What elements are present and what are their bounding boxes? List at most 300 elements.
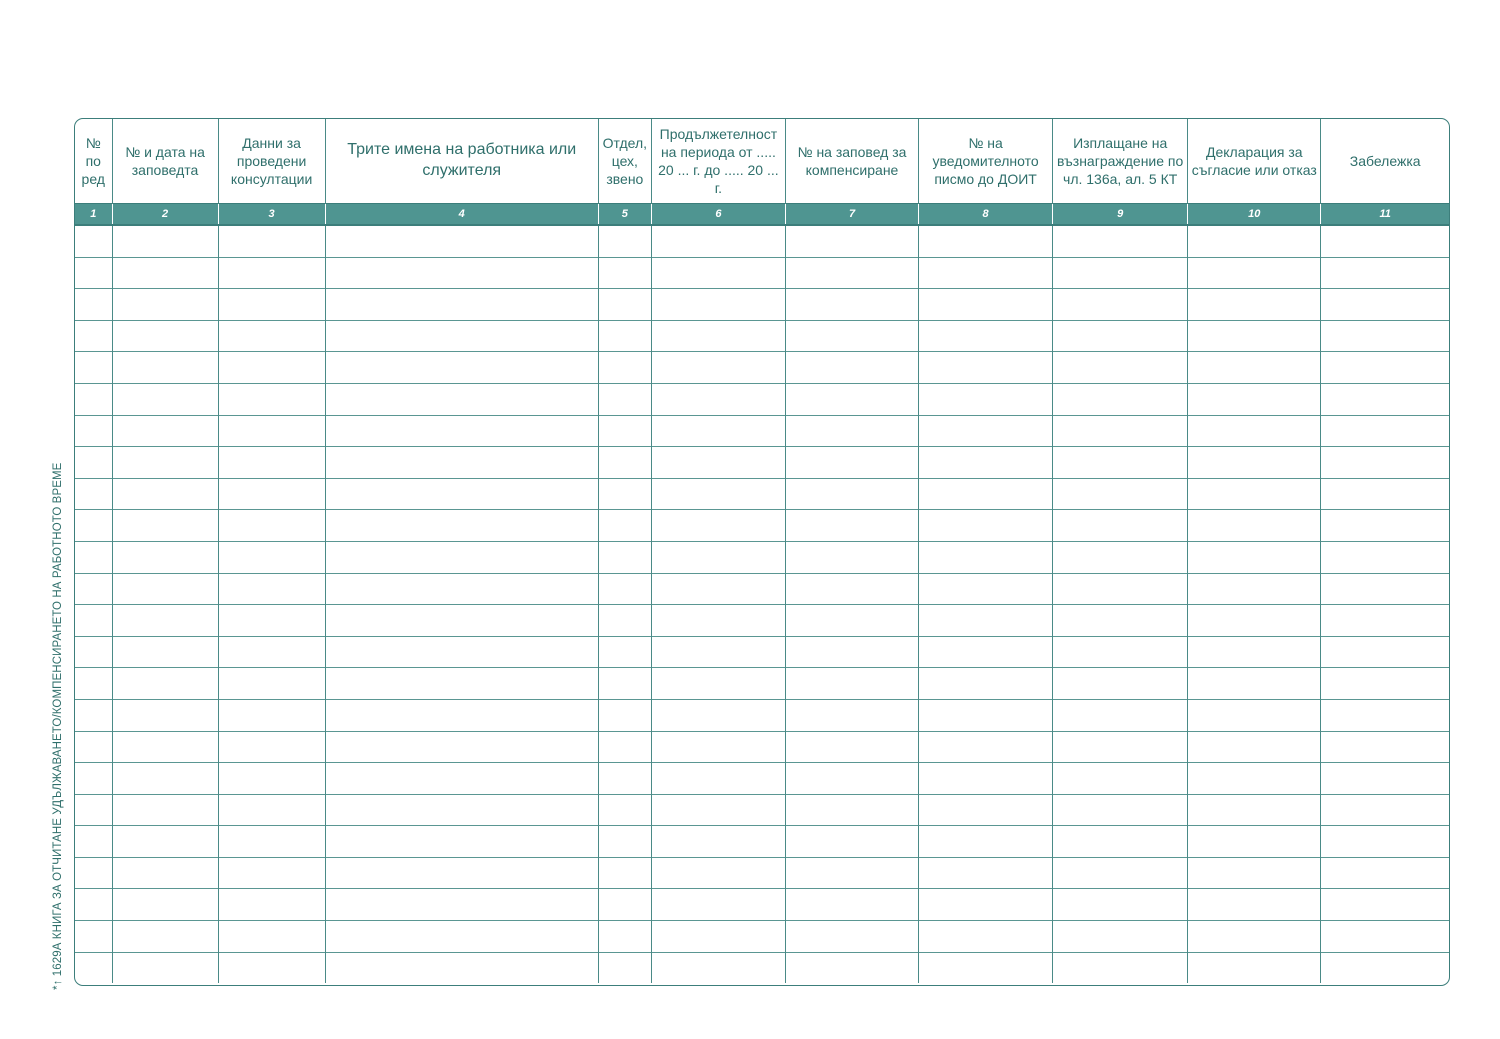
table-cell[interactable] <box>1053 573 1188 605</box>
table-cell[interactable] <box>598 383 651 415</box>
table-cell[interactable] <box>1053 289 1188 321</box>
table-cell[interactable] <box>1188 857 1321 889</box>
table-cell[interactable] <box>785 415 918 447</box>
table-cell[interactable] <box>325 699 598 731</box>
table-cell[interactable] <box>218 225 325 257</box>
form-side-note: *↑ 1629А КНИГА ЗА ОТЧИТАНЕ УДЪЛЖАВАНЕТО/КОМПЕНСИРАНЕТО НА РАБОТНОТО ВРЕМЕ <box>52 462 64 990</box>
table-cell[interactable] <box>325 921 598 953</box>
table-cell[interactable] <box>651 415 785 447</box>
table-cell[interactable] <box>919 857 1053 889</box>
table-cell[interactable] <box>919 478 1053 510</box>
table-cell[interactable] <box>1188 320 1321 352</box>
table-cell[interactable] <box>919 952 1053 983</box>
table-cell[interactable] <box>1053 921 1188 953</box>
table-cell[interactable] <box>75 478 112 510</box>
table-cell[interactable] <box>598 415 651 447</box>
table-cell[interactable] <box>919 510 1053 542</box>
table-cell[interactable] <box>325 510 598 542</box>
table-cell[interactable] <box>75 826 112 858</box>
table-cell[interactable] <box>919 699 1053 731</box>
table-cell[interactable] <box>1188 699 1321 731</box>
table-cell[interactable] <box>75 257 112 289</box>
table-cell[interactable] <box>75 636 112 668</box>
header-notification-letter: № на уведомителното писмо до ДОИТ <box>919 119 1053 204</box>
table-cell[interactable] <box>651 352 785 384</box>
table-cell[interactable] <box>1188 257 1321 289</box>
table-cell[interactable] <box>651 857 785 889</box>
table-cell[interactable] <box>112 889 218 921</box>
table-cell[interactable] <box>1188 510 1321 542</box>
table-cell[interactable] <box>112 510 218 542</box>
table-cell[interactable] <box>919 826 1053 858</box>
table-cell[interactable] <box>75 731 112 763</box>
table-cell[interactable] <box>75 573 112 605</box>
table-cell[interactable] <box>919 383 1053 415</box>
table-cell[interactable] <box>1188 573 1321 605</box>
table-cell[interactable] <box>325 225 598 257</box>
table-cell[interactable] <box>112 573 218 605</box>
table-cell[interactable] <box>325 352 598 384</box>
table-row <box>75 225 1449 257</box>
table-row <box>75 826 1449 858</box>
table-cell[interactable] <box>218 826 325 858</box>
table-cell[interactable] <box>325 794 598 826</box>
table-cell[interactable] <box>651 478 785 510</box>
table-cell[interactable] <box>598 763 651 795</box>
table-cell[interactable] <box>919 889 1053 921</box>
table-row <box>75 573 1449 605</box>
table-cell[interactable] <box>1321 605 1449 637</box>
table-cell[interactable] <box>598 320 651 352</box>
table-row <box>75 952 1449 983</box>
table-cell[interactable] <box>1053 478 1188 510</box>
table-cell[interactable] <box>112 636 218 668</box>
table-cell[interactable] <box>651 257 785 289</box>
column-number: 6 <box>651 204 785 226</box>
table-cell[interactable] <box>919 668 1053 700</box>
table-cell[interactable] <box>75 541 112 573</box>
table-cell[interactable] <box>112 478 218 510</box>
table-cell[interactable] <box>1321 320 1449 352</box>
column-number: 10 <box>1188 204 1321 226</box>
table-cell[interactable] <box>1053 541 1188 573</box>
table-cell[interactable] <box>1321 573 1449 605</box>
table-cell[interactable] <box>785 573 918 605</box>
table-cell[interactable] <box>75 952 112 983</box>
table-cell[interactable] <box>651 447 785 479</box>
table-cell[interactable] <box>1321 857 1449 889</box>
table-cell[interactable] <box>218 763 325 795</box>
table-cell[interactable] <box>1188 731 1321 763</box>
table-cell[interactable] <box>919 541 1053 573</box>
table-cell[interactable] <box>1188 383 1321 415</box>
table-cell[interactable] <box>218 541 325 573</box>
table-cell[interactable] <box>785 289 918 321</box>
table-cell[interactable] <box>598 352 651 384</box>
table-cell[interactable] <box>651 289 785 321</box>
table-cell[interactable] <box>1321 447 1449 479</box>
table-cell[interactable] <box>112 352 218 384</box>
table-cell[interactable] <box>218 636 325 668</box>
table-cell[interactable] <box>919 257 1053 289</box>
table-cell[interactable] <box>1053 857 1188 889</box>
table-row <box>75 289 1449 321</box>
table-cell[interactable] <box>651 826 785 858</box>
table-cell[interactable] <box>1053 952 1188 983</box>
table-cell[interactable] <box>1321 541 1449 573</box>
table-cell[interactable] <box>75 383 112 415</box>
table-cell[interactable] <box>598 478 651 510</box>
table-cell[interactable] <box>112 794 218 826</box>
table-cell[interactable] <box>218 668 325 700</box>
table-cell[interactable] <box>218 478 325 510</box>
table-row <box>75 889 1449 921</box>
table-cell[interactable] <box>1188 605 1321 637</box>
table-cell[interactable] <box>112 383 218 415</box>
table-cell[interactable] <box>325 636 598 668</box>
table-cell[interactable] <box>75 668 112 700</box>
table-cell[interactable] <box>651 952 785 983</box>
table-cell[interactable] <box>598 857 651 889</box>
table-cell[interactable] <box>218 921 325 953</box>
table-cell[interactable] <box>1053 763 1188 795</box>
table-cell[interactable] <box>785 699 918 731</box>
table-cell[interactable] <box>1053 447 1188 479</box>
table-cell[interactable] <box>325 889 598 921</box>
header-consent-declaration: Декларация за съгласие или отказ <box>1188 119 1321 204</box>
table-cell[interactable] <box>325 447 598 479</box>
table-cell[interactable] <box>218 952 325 983</box>
table-cell[interactable] <box>919 289 1053 321</box>
table-cell[interactable] <box>1053 383 1188 415</box>
ledger-body <box>75 225 1449 983</box>
table-row <box>75 320 1449 352</box>
header-consultations: Данни за проведени консултации <box>218 119 325 204</box>
table-cell[interactable] <box>651 921 785 953</box>
table-cell[interactable] <box>785 636 918 668</box>
table-cell[interactable] <box>598 794 651 826</box>
table-cell[interactable] <box>325 289 598 321</box>
table-cell[interactable] <box>1053 794 1188 826</box>
table-cell[interactable] <box>1188 668 1321 700</box>
table-cell[interactable] <box>1053 636 1188 668</box>
table-cell[interactable] <box>112 447 218 479</box>
table-cell[interactable] <box>919 763 1053 795</box>
table-cell[interactable] <box>1321 699 1449 731</box>
table-cell[interactable] <box>785 826 918 858</box>
table-cell[interactable] <box>325 573 598 605</box>
table-cell[interactable] <box>651 225 785 257</box>
table-cell[interactable] <box>75 763 112 795</box>
table-cell[interactable] <box>919 636 1053 668</box>
table-cell[interactable] <box>598 889 651 921</box>
table-row <box>75 857 1449 889</box>
table-cell[interactable] <box>651 383 785 415</box>
table-cell[interactable] <box>598 699 651 731</box>
table-cell[interactable] <box>919 225 1053 257</box>
table-cell[interactable] <box>218 383 325 415</box>
table-cell[interactable] <box>112 763 218 795</box>
table-cell[interactable] <box>785 510 918 542</box>
table-cell[interactable] <box>1188 541 1321 573</box>
table-cell[interactable] <box>1321 383 1449 415</box>
table-cell[interactable] <box>785 225 918 257</box>
table-cell[interactable] <box>1053 320 1188 352</box>
table-cell[interactable] <box>785 257 918 289</box>
table-cell[interactable] <box>325 731 598 763</box>
table-row <box>75 257 1449 289</box>
table-cell[interactable] <box>112 699 218 731</box>
table-cell[interactable] <box>325 826 598 858</box>
table-cell[interactable] <box>1321 510 1449 542</box>
table-cell[interactable] <box>1053 605 1188 637</box>
table-cell[interactable] <box>218 352 325 384</box>
table-cell[interactable] <box>785 952 918 983</box>
table-row <box>75 668 1449 700</box>
table-cell[interactable] <box>112 605 218 637</box>
table-cell[interactable] <box>75 225 112 257</box>
table-cell[interactable] <box>218 605 325 637</box>
table-cell[interactable] <box>1321 952 1449 983</box>
table-cell[interactable] <box>1321 289 1449 321</box>
table-cell[interactable] <box>218 857 325 889</box>
table-cell[interactable] <box>785 320 918 352</box>
table-row <box>75 794 1449 826</box>
table-cell[interactable] <box>112 826 218 858</box>
table-cell[interactable] <box>1321 478 1449 510</box>
table-cell[interactable] <box>785 447 918 479</box>
table-cell[interactable] <box>1053 352 1188 384</box>
table-cell[interactable] <box>785 889 918 921</box>
table-cell[interactable] <box>1188 763 1321 795</box>
table-cell[interactable] <box>598 225 651 257</box>
table-cell[interactable] <box>75 352 112 384</box>
table-cell[interactable] <box>598 668 651 700</box>
table-cell[interactable] <box>1188 826 1321 858</box>
table-cell[interactable] <box>75 320 112 352</box>
table-cell[interactable] <box>919 921 1053 953</box>
table-cell[interactable] <box>325 320 598 352</box>
table-cell[interactable] <box>919 352 1053 384</box>
table-cell[interactable] <box>1321 352 1449 384</box>
table-cell[interactable] <box>785 731 918 763</box>
table-cell[interactable] <box>112 731 218 763</box>
table-cell[interactable] <box>598 510 651 542</box>
ledger-table <box>75 119 1449 983</box>
table-cell[interactable] <box>651 731 785 763</box>
table-cell[interactable] <box>325 857 598 889</box>
table-cell[interactable] <box>785 541 918 573</box>
table-cell[interactable] <box>218 794 325 826</box>
table-cell[interactable] <box>1053 731 1188 763</box>
table-cell[interactable] <box>1321 794 1449 826</box>
table-cell[interactable] <box>112 921 218 953</box>
table-cell[interactable] <box>325 541 598 573</box>
table-cell[interactable] <box>785 478 918 510</box>
table-cell[interactable] <box>218 415 325 447</box>
table-cell[interactable] <box>785 605 918 637</box>
table-cell[interactable] <box>75 857 112 889</box>
table-cell[interactable] <box>218 699 325 731</box>
table-cell[interactable] <box>598 921 651 953</box>
table-cell[interactable] <box>1053 699 1188 731</box>
table-row <box>75 352 1449 384</box>
table-row <box>75 541 1449 573</box>
table-cell[interactable] <box>651 763 785 795</box>
table-cell[interactable] <box>651 605 785 637</box>
table-cell[interactable] <box>785 763 918 795</box>
table-cell[interactable] <box>651 889 785 921</box>
table-cell[interactable] <box>785 352 918 384</box>
table-cell[interactable] <box>325 383 598 415</box>
table-cell[interactable] <box>651 320 785 352</box>
table-cell[interactable] <box>785 794 918 826</box>
table-cell[interactable] <box>75 794 112 826</box>
table-cell[interactable] <box>919 573 1053 605</box>
table-cell[interactable] <box>325 605 598 637</box>
table-cell[interactable] <box>1321 257 1449 289</box>
column-number: 7 <box>785 204 918 226</box>
table-cell[interactable] <box>75 699 112 731</box>
table-cell[interactable] <box>75 605 112 637</box>
table-cell[interactable] <box>112 415 218 447</box>
table-cell[interactable] <box>112 541 218 573</box>
table-cell[interactable] <box>598 573 651 605</box>
table-cell[interactable] <box>1188 415 1321 447</box>
table-cell[interactable] <box>112 225 218 257</box>
table-cell[interactable] <box>218 573 325 605</box>
table-cell[interactable] <box>919 415 1053 447</box>
table-cell[interactable] <box>1321 826 1449 858</box>
header-order-number-date: № и дата на заповедта <box>112 119 218 204</box>
header-period-duration: Продължетелност на периода от ..... 20 ... г. до ..... 20 ... г. <box>651 119 785 204</box>
column-number: 2 <box>112 204 218 226</box>
table-cell[interactable] <box>1053 826 1188 858</box>
table-cell[interactable] <box>1053 889 1188 921</box>
column-number: 4 <box>325 204 598 226</box>
table-cell[interactable] <box>75 921 112 953</box>
table-cell[interactable] <box>75 289 112 321</box>
table-cell[interactable] <box>598 731 651 763</box>
table-cell[interactable] <box>651 668 785 700</box>
table-cell[interactable] <box>75 510 112 542</box>
table-cell[interactable] <box>1053 257 1188 289</box>
column-number: 9 <box>1053 204 1188 226</box>
table-cell[interactable] <box>1053 668 1188 700</box>
table-cell[interactable] <box>218 320 325 352</box>
table-cell[interactable] <box>218 257 325 289</box>
header-department: Отдел, цех, звено <box>598 119 651 204</box>
table-cell[interactable] <box>598 826 651 858</box>
header-employee-name: Трите имена на работника или служителя <box>325 119 598 204</box>
table-cell[interactable] <box>1188 225 1321 257</box>
table-cell[interactable] <box>1321 415 1449 447</box>
table-cell[interactable] <box>218 889 325 921</box>
table-cell[interactable] <box>919 447 1053 479</box>
table-cell[interactable] <box>598 289 651 321</box>
table-cell[interactable] <box>1321 731 1449 763</box>
table-cell[interactable] <box>1321 636 1449 668</box>
table-cell[interactable] <box>598 447 651 479</box>
table-cell[interactable] <box>651 510 785 542</box>
table-row <box>75 605 1449 637</box>
table-cell[interactable] <box>1188 636 1321 668</box>
table-cell[interactable] <box>1188 794 1321 826</box>
table-cell[interactable] <box>919 794 1053 826</box>
table-row <box>75 699 1449 731</box>
header-remark: Забележка <box>1321 119 1449 204</box>
column-number: 11 <box>1321 204 1449 226</box>
table-cell[interactable] <box>75 447 112 479</box>
table-cell[interactable] <box>651 573 785 605</box>
table-cell[interactable] <box>1188 921 1321 953</box>
table-cell[interactable] <box>112 952 218 983</box>
table-cell[interactable] <box>1321 763 1449 795</box>
table-cell[interactable] <box>1188 952 1321 983</box>
table-cell[interactable] <box>218 289 325 321</box>
column-number: 1 <box>75 204 112 226</box>
table-cell[interactable] <box>112 257 218 289</box>
table-cell[interactable] <box>785 668 918 700</box>
table-cell[interactable] <box>75 889 112 921</box>
table-cell[interactable] <box>598 636 651 668</box>
table-cell[interactable] <box>1321 921 1449 953</box>
table-cell[interactable] <box>919 320 1053 352</box>
table-cell[interactable] <box>598 952 651 983</box>
table-cell[interactable] <box>1188 352 1321 384</box>
table-cell[interactable] <box>919 605 1053 637</box>
table-cell[interactable] <box>75 415 112 447</box>
table-cell[interactable] <box>919 731 1053 763</box>
table-cell[interactable] <box>1188 289 1321 321</box>
table-cell[interactable] <box>325 257 598 289</box>
table-cell[interactable] <box>325 415 598 447</box>
table-cell[interactable] <box>1053 510 1188 542</box>
table-cell[interactable] <box>1321 889 1449 921</box>
table-cell[interactable] <box>1053 415 1188 447</box>
table-cell[interactable] <box>112 289 218 321</box>
table-cell[interactable] <box>651 699 785 731</box>
table-cell[interactable] <box>218 447 325 479</box>
table-cell[interactable] <box>1321 225 1449 257</box>
table-cell[interactable] <box>112 320 218 352</box>
table-cell[interactable] <box>325 763 598 795</box>
table-cell[interactable] <box>1188 478 1321 510</box>
table-cell[interactable] <box>651 794 785 826</box>
table-row <box>75 921 1449 953</box>
table-cell[interactable] <box>218 731 325 763</box>
table-cell[interactable] <box>218 510 325 542</box>
table-cell[interactable] <box>785 383 918 415</box>
table-cell[interactable] <box>325 668 598 700</box>
table-cell[interactable] <box>325 478 598 510</box>
table-cell[interactable] <box>651 541 785 573</box>
table-cell[interactable] <box>112 668 218 700</box>
table-cell[interactable] <box>785 921 918 953</box>
table-cell[interactable] <box>112 857 218 889</box>
table-cell[interactable] <box>598 605 651 637</box>
table-cell[interactable] <box>1188 889 1321 921</box>
table-cell[interactable] <box>1053 225 1188 257</box>
table-cell[interactable] <box>598 541 651 573</box>
table-cell[interactable] <box>651 636 785 668</box>
table-cell[interactable] <box>785 857 918 889</box>
table-cell[interactable] <box>1321 668 1449 700</box>
header-row-number: № по ред <box>81 134 105 188</box>
table-cell[interactable] <box>325 952 598 983</box>
table-cell[interactable] <box>1188 447 1321 479</box>
table-cell[interactable] <box>598 257 651 289</box>
